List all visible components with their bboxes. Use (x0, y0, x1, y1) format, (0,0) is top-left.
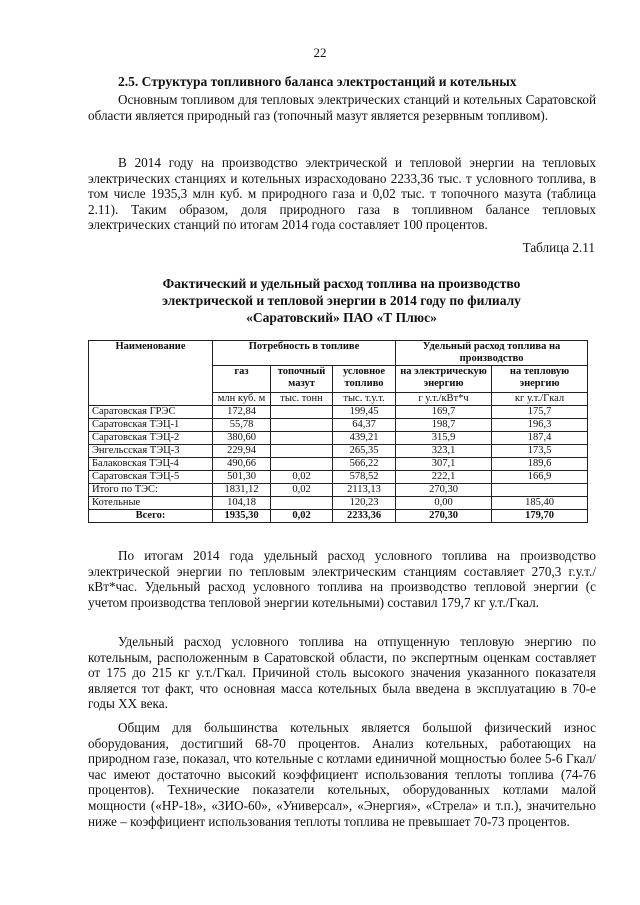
header-demand: Потребность в топливе (213, 341, 396, 366)
row-name: Итого по ТЭС: (89, 484, 213, 497)
heat-cell: 189,6 (492, 458, 588, 471)
conditional-fuel-cell: 199,45 (333, 406, 396, 419)
row-name: Саратовская ТЭЦ-1 (89, 419, 213, 432)
total-mazut-cell: 0,02 (271, 510, 333, 523)
table-row (89, 419, 588, 432)
heat-cell: 173,5 (492, 445, 588, 458)
electric-cell: 315,9 (396, 432, 492, 445)
header-mazut: топочный мазут (271, 366, 333, 393)
table-row (89, 484, 588, 497)
page-number: 22 (313, 45, 327, 60)
electric-cell: 270,30 (396, 484, 492, 497)
table-row (89, 471, 588, 484)
electric-cell: 0,00 (396, 497, 492, 510)
mazut-cell (271, 497, 333, 510)
conditional-fuel-cell: 64,37 (333, 419, 396, 432)
unit-cell: тыс. тонн (271, 393, 333, 406)
fuel-consumption-table (88, 340, 588, 523)
row-name: Балаковская ТЭЦ-4 (89, 458, 213, 471)
heat-cell: 166,9 (492, 471, 588, 484)
unit-cell: млн куб. м (213, 393, 271, 406)
mazut-cell: 0,02 (271, 484, 333, 497)
header-electric: на электрическую энергию (396, 366, 492, 393)
gas-cell: 104,18 (213, 497, 271, 510)
table-title-line: электрической и тепловой энергии в 2014 году по филиалу (162, 293, 521, 308)
total-heat-cell: 179,70 (492, 510, 588, 523)
table-row (89, 432, 588, 445)
paragraph-specific-consumption: По итогам 2014 года удельный расход условного топлива на производство электрической энергии по тепловым электрическим станциям составляет 270,3 г.у.т./кВт*час. Удельный расход условного топлива на производство тепловой энергии (с учетом производства тепловой энергии котельными) составил 179,7 кг у.т./Гкал. (88, 548, 596, 610)
row-name: Саратовская ТЭЦ-2 (89, 432, 213, 445)
row-name: Саратовская ГРЭС (89, 406, 213, 419)
total-conditional-fuel-cell: 2233,36 (333, 510, 396, 523)
paragraph-boiler-consumption: Удельный расход условного топлива на отпущенную тепловую энергию по котельным, расположенным в Саратовской области, по экспертным оценкам составляет от 175 до 215 кг у.т./Гкал. Причиной столь высокого значения указанного показателя является тот факт, что основная масса котельных была введена в эксплуатацию в 70-е годы XX века. (88, 634, 596, 712)
table-total-row (89, 510, 588, 523)
table-caption: Таблица 2.11 (522, 240, 595, 255)
heat-cell: 196,3 (492, 419, 588, 432)
mazut-cell (271, 432, 333, 445)
heat-cell: 175,7 (492, 406, 588, 419)
conditional-fuel-cell: 120,23 (333, 497, 396, 510)
table-title (88, 275, 595, 326)
header-specific: Удельный расход топлива на производство (396, 341, 588, 366)
table-row (89, 497, 588, 510)
electric-cell: 198,7 (396, 419, 492, 432)
mazut-cell (271, 458, 333, 471)
table-title-line: «Саратовский» ПАО «Т Плюс» (246, 310, 437, 325)
electric-cell: 169,7 (396, 406, 492, 419)
mazut-cell: 0,02 (271, 471, 333, 484)
header-gas: газ (213, 366, 271, 393)
unit-cell: г у.т./кВт*ч (396, 393, 492, 406)
heat-cell: 185,40 (492, 497, 588, 510)
electric-cell: 222,1 (396, 471, 492, 484)
gas-cell: 380,60 (213, 432, 271, 445)
total-row-name: Всего: (89, 510, 213, 523)
gas-cell: 55,78 (213, 419, 271, 432)
heat-cell: 187,4 (492, 432, 588, 445)
conditional-fuel-cell: 2113,13 (333, 484, 396, 497)
electric-cell: 323,1 (396, 445, 492, 458)
header-name: Наименование (89, 341, 213, 406)
conditional-fuel-cell: 566,22 (333, 458, 396, 471)
electric-cell: 307,1 (396, 458, 492, 471)
unit-cell: кг у.т./Гкал (492, 393, 588, 406)
header-conditional-fuel: условное топливо (333, 366, 396, 393)
gas-cell: 229,94 (213, 445, 271, 458)
gas-cell: 501,30 (213, 471, 271, 484)
gas-cell: 172,84 (213, 406, 271, 419)
mazut-cell (271, 419, 333, 432)
conditional-fuel-cell: 265,35 (333, 445, 396, 458)
paragraph-equipment-wear: Общим для большинства котельных является большой физический износ оборудования, достигший 68-70 процентов. Анализ котельных, работающих на природном газе, показал, что котельные с котлами единичной мощностью более 5-6 Гкал/час имеют достаточно высокий коэффициент использования теплоты топлива (74-76 процентов). Технические показатели котельных, оборудованных котлами малой мощности («НР-18», «ЗИО-60», «Универсал», «Энергия», «Стрела» и т.п.), значительно ниже – коэффициент использования теплоты топлива не превышает 70-73 процентов. (88, 720, 596, 829)
heat-cell (492, 484, 588, 497)
gas-cell: 490,66 (213, 458, 271, 471)
conditional-fuel-cell: 439,21 (333, 432, 396, 445)
unit-cell: тыс. т.у.т. (333, 393, 396, 406)
total-electric-cell: 270,30 (396, 510, 492, 523)
section-heading: 2.5. Структура топливного баланса электростанций и котельных (118, 74, 517, 89)
paragraph-fuel-consumption-2014: В 2014 году на производство электрической и тепловой энергии на тепловых электрических станциях и котельных израсходовано 2233,36 тыс. т условного топлива, в том числе 1935,3 млн куб. м природного газа и 0,02 тыс. т топочного мазута (таблица 2.11). Таким образом, доля природного газа в топливном балансе тепловых электрических станций по итогам 2014 года составляет 100 процентов. (88, 155, 596, 233)
table-row (89, 458, 588, 471)
conditional-fuel-cell: 578,52 (333, 471, 396, 484)
header-heat: на тепловую энергию (492, 366, 588, 393)
table-title-line: Фактический и удельный расход топлива на производство (162, 276, 521, 291)
table-body (89, 406, 588, 523)
row-name: Энгельсская ТЭЦ-3 (89, 445, 213, 458)
gas-cell: 1831,12 (213, 484, 271, 497)
paragraph-main-fuel: Основным топливом для тепловых электрических станций и котельных Саратовской области является природный газ (топочный мазут является резервным топливом). (88, 92, 596, 123)
total-gas-cell: 1935,30 (213, 510, 271, 523)
table-row (89, 445, 588, 458)
table-row (89, 406, 588, 419)
row-name: Котельные (89, 497, 213, 510)
mazut-cell (271, 406, 333, 419)
mazut-cell (271, 445, 333, 458)
row-name: Саратовская ТЭЦ-5 (89, 471, 213, 484)
